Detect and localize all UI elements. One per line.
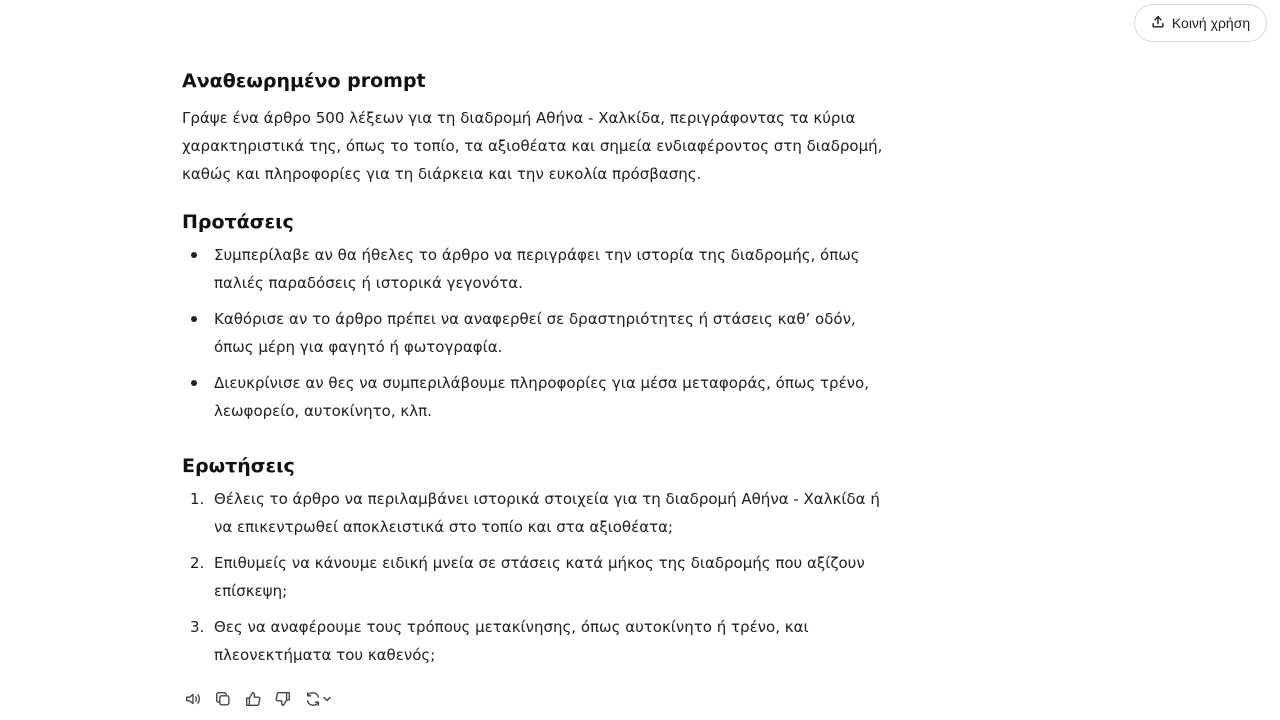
questions-list [182,485,892,669]
question-item [182,613,892,669]
regenerate-button[interactable] [302,687,334,711]
share-label: Κοινή χρήση [1171,15,1251,31]
suggestion-text: Συμπερίλαβε αν θα ήθελες το άρθρο να περιγράφει την ιστορία της διαδρομής, όπως παλιές παραδόσεις ή ιστορικά γεγονότα. [214,246,860,292]
suggestion-text: Καθόρισε αν το άρθρο πρέπει να αναφερθεί σε δραστηριότητες ή στάσεις καθ’ οδόν, όπως μέρη για φαγητό ή φωτογραφία. [214,310,856,356]
suggestions-list [182,241,892,425]
question-item [182,549,892,605]
share-icon [1151,15,1165,32]
read-aloud-icon [184,690,202,708]
share-button[interactable] [1134,4,1267,42]
response-content [182,66,892,677]
chevron-down-icon [322,694,332,704]
suggestion-item [182,241,892,297]
copy-icon [214,690,232,708]
revised-prompt-heading: Αναθεωρημένο prompt [182,70,426,92]
revised-prompt-text: Γράψε ένα άρθρο 500 λέξεων για τη διαδρομή Αθήνα - Χαλκίδα, περιγράφοντας τα κύρια χαρακτηριστικά της, όπως το τοπίο, τα αξιοθέατα και σημεία ενδιαφέροντος στη διαδρομή, καθώς και πληροφορίες για τη διάρκεια και την ευκολία πρόσβασης. [182,109,883,183]
message-actions [182,687,334,711]
suggestions-heading: Προτάσεις [182,211,294,233]
question-number: 2. [190,554,205,572]
read-aloud-button[interactable] [182,687,204,711]
question-number: 3. [190,618,205,636]
thumbs-down-button[interactable] [272,687,294,711]
question-text: Θέλεις το άρθρο να περιλαμβάνει ιστορικά στοιχεία για τη διαδρομή Αθήνα - Χαλκίδα ή να επικεντρωθεί αποκλειστικά στο τοπίο και στα αξιοθέατα; [214,490,880,536]
bullet-dot [191,316,197,322]
suggestion-text: Διευκρίνισε αν θες να συμπεριλάβουμε πληροφορίες για μέσα μεταφοράς, όπως τρένο, λεωφορείο, αυτοκίνητο, κλπ. [214,374,870,420]
question-number: 1. [190,490,205,508]
suggestion-item [182,305,892,361]
question-text: Θες να αναφέρουμε τους τρόπους μετακίνησης, όπως αυτοκίνητο ή τρένο, και πλεονεκτήματα του καθενός; [214,618,809,664]
thumbs-up-icon [244,690,262,708]
bullet-dot [191,252,197,258]
question-item [182,485,892,541]
questions-heading: Ερωτήσεις [182,455,295,477]
bullet-dot [191,380,197,386]
copy-button[interactable] [212,687,234,711]
thumbs-up-button[interactable] [242,687,264,711]
question-text: Επιθυμείς να κάνουμε ειδική μνεία σε στάσεις κατά μήκος της διαδρομής που αξίζουν επίσκεψη; [214,554,865,600]
suggestion-item [182,369,892,425]
thumbs-down-icon [274,690,292,708]
regenerate-icon [304,690,322,708]
